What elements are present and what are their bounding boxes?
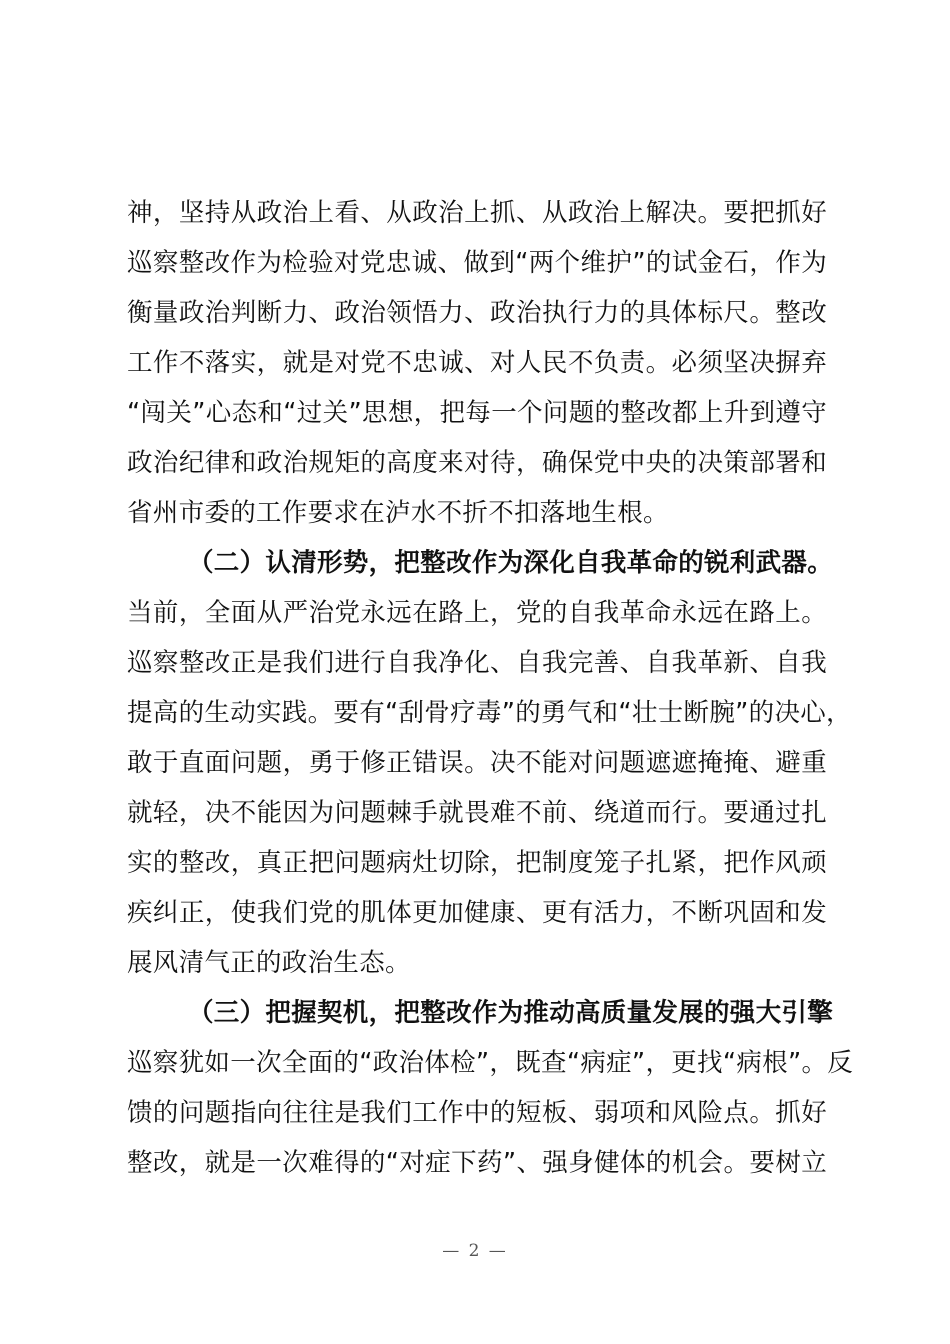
body-text-line: 神，坚持从政治上看、从政治上抓、从政治上解决。要把抓好 (127, 198, 827, 228)
body-text-line: “闯关”心态和“过关”思想，把每一个问题的整改都上升到遵守 (127, 398, 827, 428)
body-text-line: 巡察犹如一次全面的“政治体检”，既查“病症”，更找“病根”。反 (127, 1048, 854, 1078)
body-text-line: 就轻，决不能因为问题棘手就畏难不前、绕道而行。要通过扎 (127, 798, 827, 828)
body-text-line: 馈的问题指向往往是我们工作中的短板、弱项和风险点。抓好 (127, 1098, 827, 1128)
section-heading-2: （二）认清形势，把整改作为深化自我革命的锐利武器。 (188, 548, 834, 578)
body-text-line: 展风清气正的政治生态。 (127, 948, 411, 978)
body-text-line: 巡察整改作为检验对党忠诚、做到“两个维护”的试金石，作为 (127, 248, 827, 278)
body-text-line: 敢于直面问题，勇于修正错误。决不能对问题遮遮掩掩、避重 (127, 748, 827, 778)
body-text-line: 当前，全面从严治党永远在路上，党的自我革命永远在路上。 (127, 598, 827, 628)
body-text-line: 衡量政治判断力、政治领悟力、政治执行力的具体标尺。整改 (127, 298, 827, 328)
body-text-line: 疾纠正，使我们党的肌体更加健康、更有活力，不断巩固和发 (127, 898, 827, 928)
body-text-line: 整改，就是一次难得的“对症下药”、强身健体的机会。要树立 (127, 1148, 827, 1178)
body-text-line: 实的整改，真正把问题病灶切除，把制度笼子扎紧，把作风顽 (127, 848, 827, 878)
page-number: — 2 — (442, 1241, 508, 1261)
body-text-line: 省州市委的工作要求在泸水不折不扣落地生根。 (127, 498, 669, 528)
body-text-line: 巡察整改正是我们进行自我净化、自我完善、自我革新、自我 (127, 648, 827, 678)
body-text-line: 政治纪律和政治规矩的高度来对待，确保党中央的决策部署和 (127, 448, 827, 478)
body-text-line: 提高的生动实践。要有“刮骨疗毒”的勇气和“壮士断腕”的决心， (127, 698, 852, 728)
section-heading-3: （三）把握契机，把整改作为推动高质量发展的强大引擎 (188, 998, 834, 1028)
body-text-line: 工作不落实，就是对党不忠诚、对人民不负责。必须坚决摒弃 (127, 348, 827, 378)
